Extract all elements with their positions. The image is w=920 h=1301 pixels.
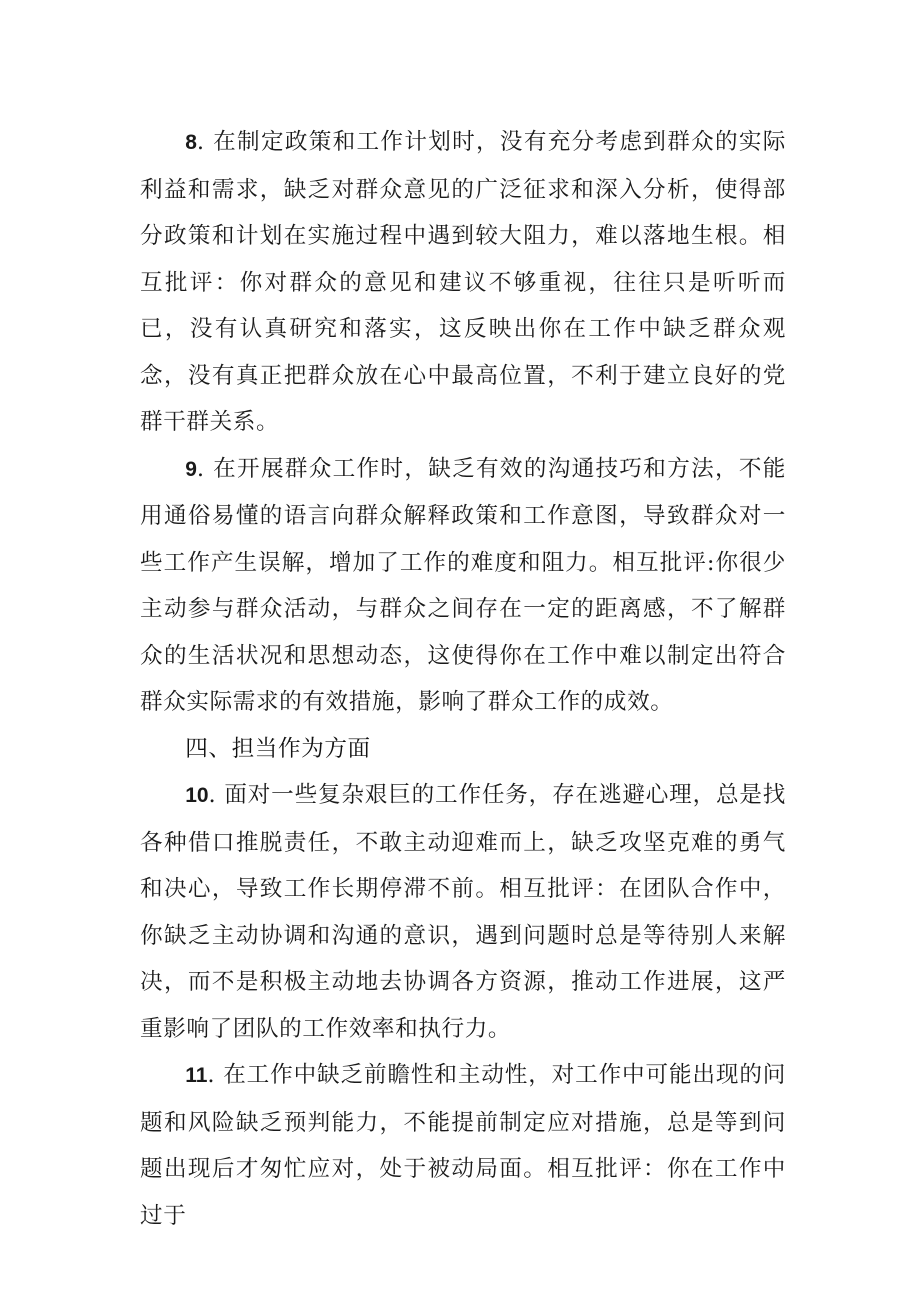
paragraph-text: . 面对一些复杂艰巨的工作任务，存在逃避心理，总是找各种借口推脱责任，不敢主动迎难而上，缺乏攻坚克难的勇气和决心，导致工作长期停滞不前。相互批评：在团队合作中，你缺乏主动协调和沟通的意识，遇到问题时总是等待别人来解决，而不是积极主动地去协调各方资源，推动工作进展，这严重影响了团队的工作效率和执行力。 bbox=[140, 782, 786, 1042]
paragraph-item-11 bbox=[140, 1052, 786, 1239]
section-heading: 四、担当作为方面 bbox=[185, 735, 371, 762]
document-body bbox=[140, 119, 786, 1239]
item-number: 10 bbox=[185, 784, 209, 807]
paragraph-item-10 bbox=[140, 772, 786, 1052]
item-number: 9 bbox=[185, 457, 197, 481]
item-number: 11 bbox=[185, 1064, 208, 1087]
paragraph-text: . 在工作中缺乏前瞻性和主动性，对工作中可能出现的问题和风险缺乏预判能力，不能提前制定应对措施，总是等到问题出现后才匆忙应对，处于被动局面。相互批评：你在工作中过于 bbox=[140, 1062, 786, 1229]
item-number: 8 bbox=[185, 131, 197, 154]
paragraph-text: . 在制定政策和工作计划时，没有充分考虑到群众的实际利益和需求，缺乏对群众意见的广泛征求和深入分析，使得部分政策和计划在实施过程中遇到较大阻力，难以落地生根。相互批评：你对群众的意见和建议不够重视，往往只是听听而已，没有认真研究和落实，这反映出你在工作中缺乏群众观念，没有真正把群众放在心中最高位置，不利于建立良好的党群干群关系。 bbox=[140, 129, 786, 435]
paragraph-item-8 bbox=[140, 119, 786, 446]
paragraph-text: . 在开展群众工作时，缺乏有效的沟通技巧和方法，不能用通俗易懂的语言向群众解释政策和工作意图，导致群众对一些工作产生误解，增加了工作的难度和阻力。相互批评:你很少主动参与群众活动，与群众之间存在一定的距离感，不了解群众的生活状况和思想动态，这使得你在工作中难以制定出符合群众实际需求的有效措施，影响了群众工作的成效。 bbox=[140, 455, 786, 715]
paragraph-item-9 bbox=[140, 446, 786, 726]
